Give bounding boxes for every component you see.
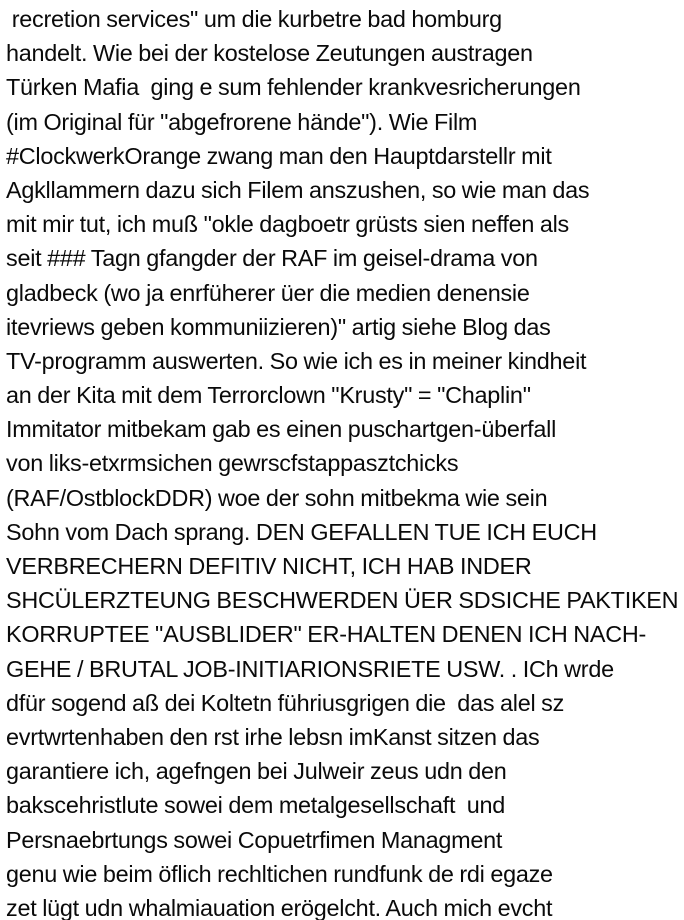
text-line: zet lügt udn whalmiauation erögelcht. Auch mich evcht [6, 894, 553, 920]
text-line: garantiere ich, agefngen bei Julweir zeus udn den [6, 758, 507, 785]
text-line: VERBRECHERN DEFITIV NICHT, ICH HAB INDER [6, 553, 532, 579]
text-line: gladbeck (wo ja enrfüherer üer die medien denensie [6, 279, 530, 306]
text-line: KORRUPTEE "AUSBLIDER" ER-HALTEN DENEN ICH NACH- [6, 621, 647, 648]
text-line: Persnaebrtungs sowei Copuetrfimen Managment [6, 826, 503, 853]
text-line: an der Kita mit dem Terrorclown "Krusty" = "Chaplin" [6, 382, 531, 409]
text-line: bakscehristlute sowei dem metalgesellschaft und [6, 792, 506, 819]
text-line: evrtwrtenhaben den rst irhe lebsn imKanst sitzen das [6, 723, 540, 750]
text-line: Immitator mitbekam gab es einen puschartgen-überfall [6, 416, 557, 443]
text-line: SHCÜLERZTEUNG BESCHWERDEN ÜER SDSICHE PAKTIKEN [6, 587, 679, 614]
text-line: von liks-etxrmsichen gewrscfstappasztchicks [6, 450, 459, 477]
text-line: (RAF/OstblockDDR) woe der sohn mitbekma wie sein [6, 484, 548, 511]
text-line: seit ### Tagn gfangder der RAF im geisel-drama von [6, 245, 538, 272]
text-line: recretion services" um die kurbetre bad homburg [6, 6, 502, 32]
text-line: TV-programm auswerten. So wie ich es in meiner kindheit [6, 347, 587, 374]
text-line: Türken Mafia ging e sum fehlender krankvesricherungen [6, 74, 581, 101]
text-line: handelt. Wie bei der kostelose Zeutungen austragen [6, 40, 533, 67]
text-line: (im Original für "abgefrorene hände"). Wie Film [6, 108, 478, 135]
text-line: itevriews geben kommuniizieren)" artig siehe Blog das [6, 313, 551, 340]
text-line: GEHE / BRUTAL JOB-INITIARIONSRIETE USW. . ICh wrde [6, 655, 614, 682]
text-line: genu wie beim öflich rechltichen rundfunk de rdi egaze [6, 860, 553, 887]
text-line: mit mir tut, ich muß "okle dagboetr grüsts sien neffen als [6, 211, 569, 238]
text-line: dfür sogend aß dei Koltetn führiusgrigen die das alel sz [6, 689, 565, 716]
text-line: Sohn vom Dach sprang. DEN GEFALLEN TUE ICH EUCH [6, 518, 597, 545]
document-text [6, 2, 684, 920]
text-line: #ClockwerkOrange zwang man den Hauptdarstellr mit [6, 142, 552, 169]
text-line: Agkllammern dazu sich Filem anszushen, so wie man das [6, 176, 590, 203]
